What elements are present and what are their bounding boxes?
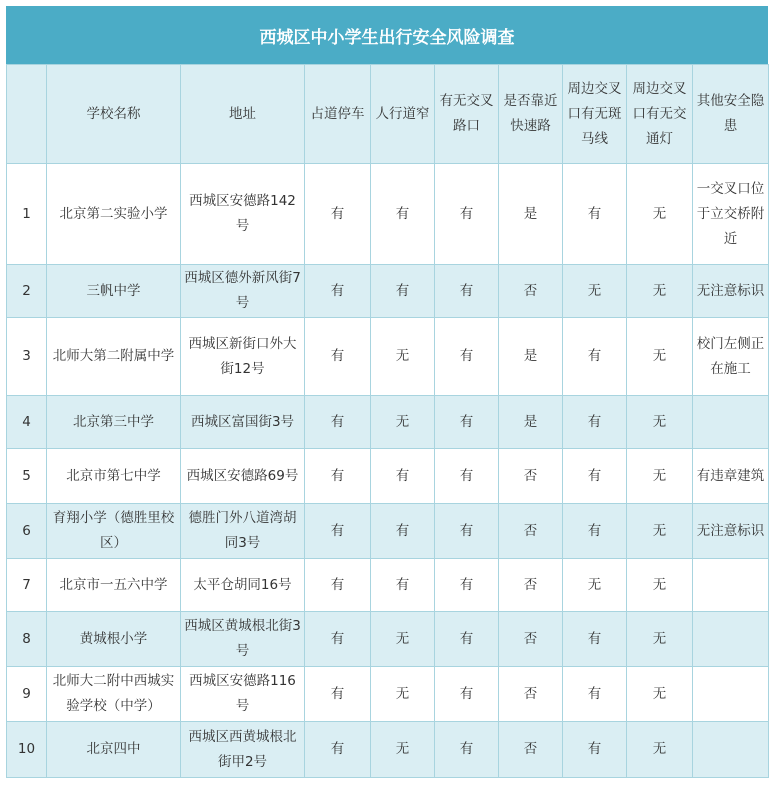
cell-no: 10 <box>7 722 47 778</box>
cell-other <box>693 722 769 778</box>
header-no <box>7 65 47 164</box>
cell-sidewalk: 有 <box>371 164 435 265</box>
cell-expressway: 是 <box>499 164 563 265</box>
cell-zebra: 有 <box>563 164 627 265</box>
header-other: 其他安全隐患 <box>693 65 769 164</box>
header-expressway: 是否靠近快速路 <box>499 65 563 164</box>
table-row <box>7 612 769 667</box>
cell-address: 德胜门外八道湾胡同3号 <box>181 504 305 559</box>
cell-school: 三帆中学 <box>47 265 181 318</box>
table-row <box>7 504 769 559</box>
cell-school: 育翔小学（德胜里校区） <box>47 504 181 559</box>
cell-no: 7 <box>7 559 47 612</box>
cell-other: 无注意标识 <box>693 265 769 318</box>
cell-zebra: 无 <box>563 265 627 318</box>
cell-intersection: 有 <box>435 318 499 396</box>
cell-intersection: 有 <box>435 504 499 559</box>
cell-zebra: 无 <box>563 559 627 612</box>
cell-zebra: 有 <box>563 722 627 778</box>
cell-other <box>693 667 769 722</box>
cell-zebra: 有 <box>563 504 627 559</box>
cell-expressway: 否 <box>499 667 563 722</box>
cell-sidewalk: 无 <box>371 612 435 667</box>
cell-light: 无 <box>627 164 693 265</box>
cell-expressway: 否 <box>499 504 563 559</box>
cell-no: 3 <box>7 318 47 396</box>
cell-other <box>693 396 769 449</box>
table-row <box>7 318 769 396</box>
cell-zebra: 有 <box>563 318 627 396</box>
cell-parking: 有 <box>305 318 371 396</box>
cell-light: 无 <box>627 667 693 722</box>
table-title: 西城区中小学生出行安全风险调查 <box>6 6 768 64</box>
cell-intersection: 有 <box>435 396 499 449</box>
cell-parking: 有 <box>305 396 371 449</box>
cell-no: 2 <box>7 265 47 318</box>
cell-intersection: 有 <box>435 667 499 722</box>
cell-expressway: 否 <box>499 612 563 667</box>
cell-light: 无 <box>627 396 693 449</box>
cell-no: 9 <box>7 667 47 722</box>
table-row <box>7 449 769 504</box>
table-row <box>7 722 769 778</box>
header-parking: 占道停车 <box>305 65 371 164</box>
cell-sidewalk: 有 <box>371 449 435 504</box>
cell-parking: 有 <box>305 265 371 318</box>
cell-expressway: 是 <box>499 396 563 449</box>
cell-sidewalk: 有 <box>371 504 435 559</box>
table-row <box>7 667 769 722</box>
cell-other: 无注意标识 <box>693 504 769 559</box>
cell-light: 无 <box>627 559 693 612</box>
cell-address: 西城区安德路69号 <box>181 449 305 504</box>
table-row <box>7 559 769 612</box>
table-row <box>7 265 769 318</box>
cell-address: 西城区黄城根北街3号 <box>181 612 305 667</box>
cell-expressway: 否 <box>499 722 563 778</box>
cell-light: 无 <box>627 722 693 778</box>
cell-parking: 有 <box>305 559 371 612</box>
cell-zebra: 有 <box>563 667 627 722</box>
cell-school: 北京第三中学 <box>47 396 181 449</box>
cell-sidewalk: 无 <box>371 722 435 778</box>
header-zebra: 周边交叉口有无斑马线 <box>563 65 627 164</box>
cell-expressway: 否 <box>499 449 563 504</box>
cell-address: 西城区安德路116号 <box>181 667 305 722</box>
cell-parking: 有 <box>305 612 371 667</box>
cell-zebra: 有 <box>563 612 627 667</box>
survey-table-container <box>6 6 768 778</box>
cell-address: 西城区安德路142号 <box>181 164 305 265</box>
header-row <box>7 65 769 164</box>
cell-parking: 有 <box>305 449 371 504</box>
table-row <box>7 396 769 449</box>
cell-expressway: 是 <box>499 318 563 396</box>
header-school: 学校名称 <box>47 65 181 164</box>
cell-school: 北京第二实验小学 <box>47 164 181 265</box>
cell-parking: 有 <box>305 164 371 265</box>
cell-other: 校门左侧正在施工 <box>693 318 769 396</box>
cell-parking: 有 <box>305 504 371 559</box>
cell-intersection: 有 <box>435 164 499 265</box>
cell-school: 北师大二附中西城实验学校（中学） <box>47 667 181 722</box>
cell-no: 4 <box>7 396 47 449</box>
cell-sidewalk: 有 <box>371 265 435 318</box>
table-row <box>7 164 769 265</box>
cell-address: 西城区富国街3号 <box>181 396 305 449</box>
cell-school: 北京市一五六中学 <box>47 559 181 612</box>
cell-school: 黄城根小学 <box>47 612 181 667</box>
cell-zebra: 有 <box>563 396 627 449</box>
cell-parking: 有 <box>305 667 371 722</box>
cell-sidewalk: 无 <box>371 396 435 449</box>
cell-school: 北京市第七中学 <box>47 449 181 504</box>
cell-other: 有违章建筑 <box>693 449 769 504</box>
cell-parking: 有 <box>305 722 371 778</box>
cell-school: 北京四中 <box>47 722 181 778</box>
cell-other <box>693 612 769 667</box>
cell-address: 西城区新街口外大街12号 <box>181 318 305 396</box>
cell-address: 西城区德外新风街7号 <box>181 265 305 318</box>
cell-light: 无 <box>627 318 693 396</box>
cell-sidewalk: 无 <box>371 318 435 396</box>
cell-intersection: 有 <box>435 449 499 504</box>
survey-table <box>6 64 769 778</box>
cell-light: 无 <box>627 612 693 667</box>
cell-no: 6 <box>7 504 47 559</box>
cell-address: 西城区西黄城根北街甲2号 <box>181 722 305 778</box>
header-address: 地址 <box>181 65 305 164</box>
cell-light: 无 <box>627 265 693 318</box>
cell-school: 北师大第二附属中学 <box>47 318 181 396</box>
header-intersection: 有无交叉路口 <box>435 65 499 164</box>
cell-address: 太平仓胡同16号 <box>181 559 305 612</box>
cell-zebra: 有 <box>563 449 627 504</box>
cell-no: 8 <box>7 612 47 667</box>
cell-other: 一交叉口位于立交桥附近 <box>693 164 769 265</box>
cell-intersection: 有 <box>435 265 499 318</box>
cell-expressway: 否 <box>499 265 563 318</box>
cell-light: 无 <box>627 504 693 559</box>
cell-intersection: 有 <box>435 559 499 612</box>
header-sidewalk: 人行道窄 <box>371 65 435 164</box>
cell-light: 无 <box>627 449 693 504</box>
cell-intersection: 有 <box>435 722 499 778</box>
header-light: 周边交叉口有无交通灯 <box>627 65 693 164</box>
cell-no: 1 <box>7 164 47 265</box>
cell-sidewalk: 无 <box>371 667 435 722</box>
cell-no: 5 <box>7 449 47 504</box>
cell-sidewalk: 有 <box>371 559 435 612</box>
cell-expressway: 否 <box>499 559 563 612</box>
cell-other <box>693 559 769 612</box>
cell-intersection: 有 <box>435 612 499 667</box>
